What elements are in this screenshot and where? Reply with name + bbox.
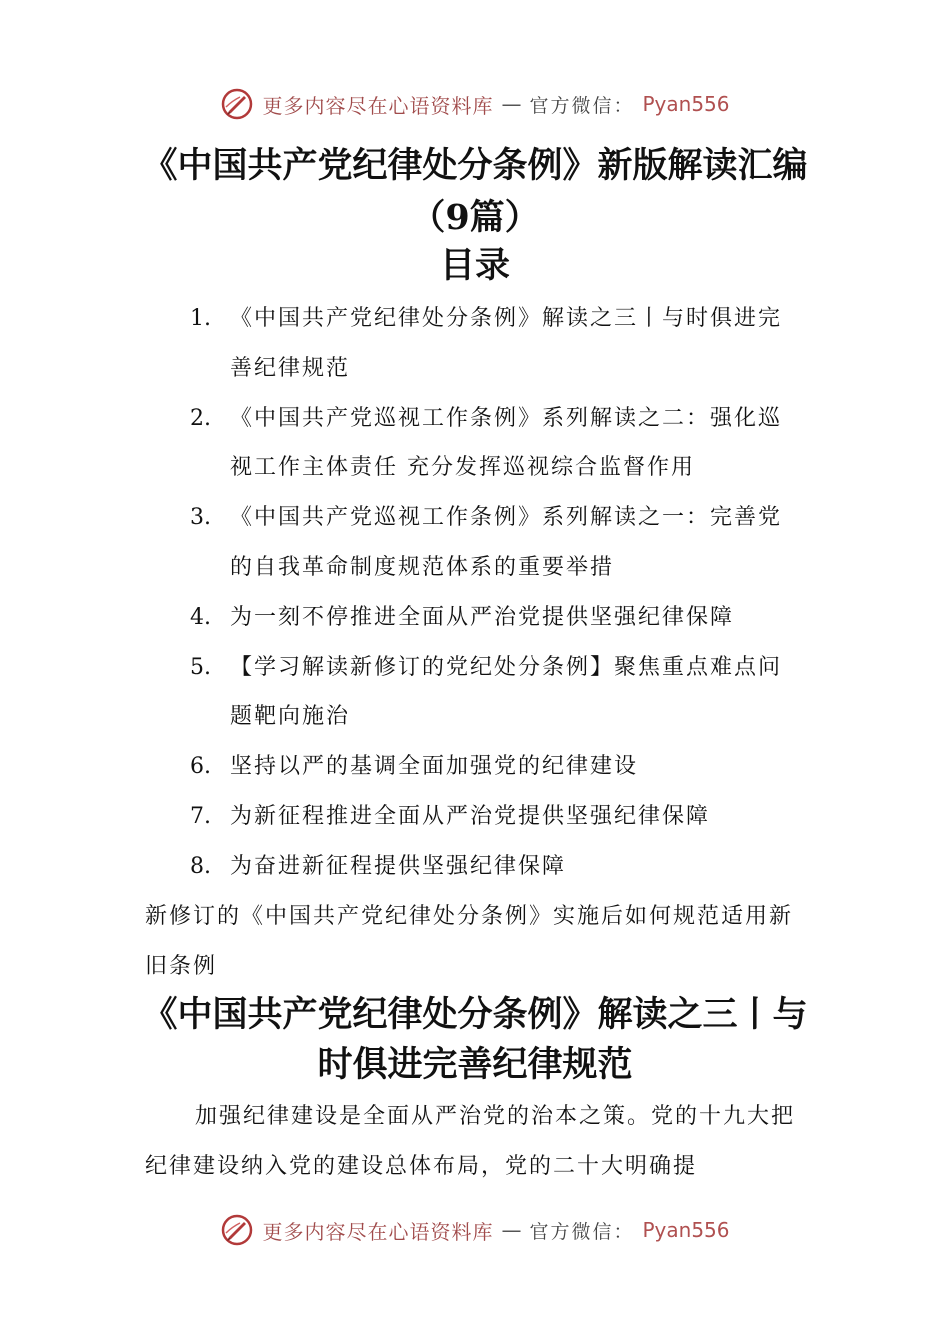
toc-item[interactable] <box>190 593 800 643</box>
toc-item-text: 【学习解读新修订的党纪处分条例】聚焦重点难点问题靶向施治 <box>230 654 783 730</box>
pen-logo-icon <box>220 87 254 121</box>
toc-item[interactable] <box>190 742 800 792</box>
watermark-sub: 官方微信： <box>529 94 635 117</box>
toc-heading: 目录 <box>439 245 510 286</box>
toc-item-number: 7. <box>190 803 211 829</box>
toc-item-number: 8. <box>190 853 211 879</box>
document-title: 《中国共产党纪律处分条例》新版解读汇编（9篇） <box>142 145 808 238</box>
toc-item[interactable] <box>190 792 800 842</box>
watermark-handle: Pyan556 <box>642 1218 730 1242</box>
watermark-text: 更多内容尽在心语资料库 <box>262 93 494 118</box>
watermark-header <box>0 84 950 124</box>
toc-item-number: 6. <box>190 754 211 780</box>
toc-item-text: 为一刻不停推进全面从严治党提供坚强纪律保障 <box>230 604 735 630</box>
toc-item[interactable] <box>190 842 800 892</box>
toc-item-text: 《中国共产党巡视工作条例》系列解读之一：完善党的自我革命制度规范体系的重要举措 <box>230 505 783 580</box>
toc-item-text: 为奋进新征程提供坚强纪律保障 <box>230 853 567 879</box>
toc-item[interactable] <box>190 643 800 743</box>
toc-item-text: 《中国共产党纪律处分条例》解读之三丨与时俱进完善纪律规范 <box>230 306 783 381</box>
section-title: 《中国共产党纪律处分条例》解读之三丨与时俱进完善纪律规范 <box>142 994 808 1085</box>
toc-item[interactable] <box>190 294 800 394</box>
toc-extra-item[interactable]: 新修订的《中国共产党纪律处分条例》实施后如何规范适用新旧条例 <box>145 904 794 979</box>
watermark-footer <box>0 1210 950 1250</box>
table-of-contents <box>190 294 800 892</box>
toc-item-text: 《中国共产党巡视工作条例》系列解读之二：强化巡视工作主体责任 充分发挥巡视综合监督作用 <box>230 405 783 481</box>
watermark-text: 更多内容尽在心语资料库 <box>262 1219 494 1244</box>
toc-item-text: 为新征程推进全面从严治党提供坚强纪律保障 <box>230 803 711 829</box>
pen-logo-icon <box>220 1213 254 1247</box>
toc-item-number: 3. <box>190 505 211 531</box>
watermark-sub: 官方微信： <box>529 1220 635 1243</box>
watermark-dash: — <box>501 1218 522 1242</box>
toc-item-number: 2. <box>190 405 211 431</box>
toc-item-text: 坚持以严的基调全面加强党的纪律建设 <box>230 754 639 780</box>
body-paragraph: 加强纪律建设是全面从严治党的治本之策。党的十九大把纪律建设纳入党的建设总体布局，党的二十大明确提 <box>145 1104 796 1179</box>
toc-item[interactable] <box>190 394 800 494</box>
watermark-dash: — <box>501 92 522 116</box>
watermark-handle: Pyan556 <box>642 92 730 116</box>
toc-item[interactable] <box>190 493 800 593</box>
toc-item-number: 1. <box>190 306 211 331</box>
toc-item-number: 5. <box>190 654 211 680</box>
toc-item-number: 4. <box>190 604 211 630</box>
